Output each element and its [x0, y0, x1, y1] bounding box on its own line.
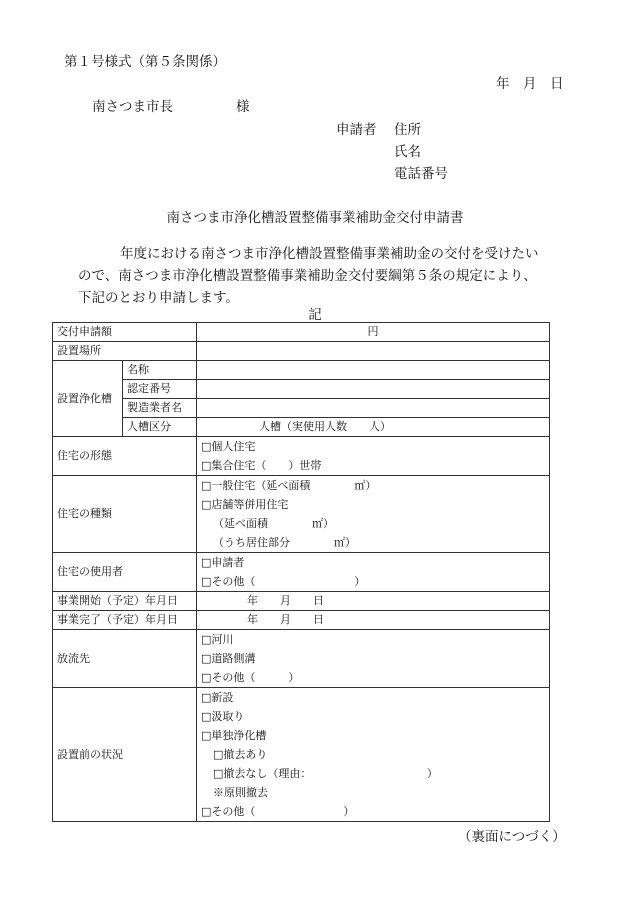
- addressee: 南さつま市長: [92, 99, 173, 115]
- house-user-applicant-checkbox[interactable]: □申請者: [201, 556, 245, 569]
- address-label: 住所: [394, 122, 421, 138]
- phone-label: 電話番号: [394, 166, 448, 182]
- prior-removal-yes-checkbox[interactable]: □撤去あり: [213, 748, 268, 761]
- start-date-value: 年 月 日: [247, 594, 324, 607]
- name-label: 氏名: [394, 144, 421, 160]
- capacity-label: 人槽区分: [123, 418, 197, 437]
- house-type-label: 住宅の種類: [53, 476, 197, 553]
- discharge-other-checkbox[interactable]: □その他（ ）: [201, 671, 300, 684]
- table-row: [53, 323, 550, 342]
- discharge-label: 放流先: [53, 630, 197, 688]
- house-type-mixed-residential: （うち居住部分 ㎡）: [213, 536, 356, 549]
- capacity-value: 人槽（実使用人数 人）: [259, 420, 391, 433]
- tank-name-label: 名称: [123, 361, 197, 380]
- table-row: [53, 399, 550, 418]
- discharge-options: [197, 630, 550, 688]
- addressee-suffix: 様: [236, 99, 250, 115]
- ki-heading: 記: [308, 307, 322, 323]
- table-row: [53, 553, 550, 592]
- table-row: [53, 630, 550, 688]
- house-form-options: [197, 437, 550, 476]
- tank-name-field[interactable]: [197, 361, 550, 380]
- yen-unit: 円: [367, 325, 379, 338]
- discharge-ditch-checkbox[interactable]: □道路側溝: [201, 652, 256, 665]
- capacity-field[interactable]: [197, 418, 550, 437]
- house-user-label: 住宅の使用者: [53, 553, 197, 592]
- manufacturer-field[interactable]: [197, 399, 550, 418]
- end-date-field[interactable]: [197, 611, 550, 630]
- table-row: [53, 688, 550, 822]
- cert-number-field[interactable]: [197, 380, 550, 399]
- prior-single-tank-checkbox[interactable]: □単独浄化槽: [201, 729, 267, 742]
- table-row: [53, 611, 550, 630]
- table-row: [53, 476, 550, 553]
- intro-line-3: 下記のとおり申請します。: [78, 290, 239, 306]
- start-date-label: 事業開始（予定）年月日: [53, 592, 197, 611]
- prior-status-label: 設置前の状況: [53, 688, 197, 822]
- table-row: [53, 342, 550, 361]
- house-type-general-checkbox[interactable]: □一般住宅（延べ面積 ㎡）: [201, 479, 377, 492]
- subsidy-amount-field[interactable]: [197, 323, 550, 342]
- subsidy-amount-label: 交付申請額: [53, 323, 197, 342]
- prior-pumping-checkbox[interactable]: □汲取り: [201, 710, 245, 723]
- application-table: [52, 322, 550, 822]
- table-row: [53, 361, 550, 380]
- prior-other-checkbox[interactable]: □その他（ ）: [201, 805, 355, 818]
- date-line: 年 月 日: [496, 76, 564, 92]
- end-date-label: 事業完了（予定）年月日: [53, 611, 197, 630]
- cert-number-label: 認定番号: [123, 380, 197, 399]
- install-location-field[interactable]: [197, 342, 550, 361]
- install-location-label: 設置場所: [53, 342, 197, 361]
- house-type-options: [197, 476, 550, 553]
- septic-tank-label: 設置浄化槽: [53, 361, 123, 437]
- table-row: [53, 418, 550, 437]
- end-date-value: 年 月 日: [247, 613, 324, 626]
- continued-note: （裏面につづく）: [458, 829, 566, 845]
- house-form-individual-checkbox[interactable]: □個人住宅: [201, 440, 256, 453]
- intro-line-2: ので、南さつま市浄化槽設置整備事業補助金交付要綱第５条の規定により、: [78, 268, 537, 284]
- house-form-collective-checkbox[interactable]: □集合住宅（ ）世帯: [201, 459, 322, 472]
- prior-removal-no-checkbox[interactable]: □撤去なし（理由： ）: [213, 767, 438, 780]
- house-type-mixed-area: （延べ面積 ㎡）: [213, 517, 334, 530]
- table-row: [53, 437, 550, 476]
- table-row: [53, 380, 550, 399]
- house-user-options: [197, 553, 550, 592]
- house-type-mixed-checkbox[interactable]: □店舗等併用住宅: [201, 498, 289, 511]
- table-row: [53, 592, 550, 611]
- intro-line-1: 年度における南さつま市浄化槽設置整備事業補助金の交付を受けたい: [120, 246, 539, 262]
- prior-new-checkbox[interactable]: □新設: [201, 691, 234, 704]
- manufacturer-label: 製造業者名: [123, 399, 197, 418]
- prior-removal-note: ※原則撤去: [213, 786, 268, 799]
- form-number: 第１号様式（第５条関係）: [64, 54, 226, 70]
- house-user-other-checkbox[interactable]: □その他（ ）: [201, 575, 366, 588]
- house-form-label: 住宅の形態: [53, 437, 197, 476]
- document-title: 南さつま市浄化槽設置整備事業補助金交付申請書: [166, 210, 464, 226]
- applicant-label: 申請者: [336, 122, 377, 138]
- discharge-river-checkbox[interactable]: □河川: [201, 633, 234, 646]
- start-date-field[interactable]: [197, 592, 550, 611]
- prior-status-options: [197, 688, 550, 822]
